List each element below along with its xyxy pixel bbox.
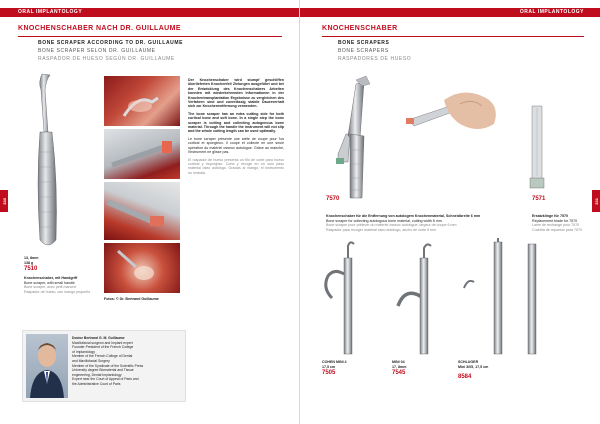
title-rule [322,36,584,37]
product-desc-es: Raspador de hueso, con mango pequeño [24,289,91,294]
description-text [188,78,284,178]
product-desc-fr: Bone scraper, avec petit manche [24,285,77,290]
right-header-label: ORAL IMPLANTOLOGY [519,9,584,15]
surgery-photo-2 [104,129,180,179]
bio-line: Expert near the Court of Appeal of Paris and [72,377,139,382]
left-header-bar [0,8,300,17]
desc-7571-de: Ersatzklinge für 7570 [532,214,568,218]
left-header-label: ORAL IMPLANTOLOGY [18,9,83,15]
variant-cohen-mini-4 [322,360,382,369]
guillaume-scraper-image [28,72,68,252]
bio-line: Maxillofacial surgeon and Implant expert [72,340,133,345]
author-bio-text [72,336,184,387]
variant-size: 17,5 cm [322,364,336,369]
scraper-in-hand-photo [404,80,504,140]
subtitle-en: BONE SCRAPERS [338,40,390,46]
variant-mini-04 [392,360,442,369]
blade-7571-image [522,102,552,192]
bio-line: Founder President of the French College [72,345,134,350]
bio-line: engineering, Dental Implantology [72,372,122,377]
description-en: The bone scraper has an extra cutting side for both cortical bone and soft bone. In a single step the bone scraper is cutting and collecting autogenous bone material. Through the handle the instrument will not slip and the whole cutting length can be used optimally. [188,111,284,134]
variant-name: MINI 04 [392,360,405,364]
bio-line: of Implantology [72,349,95,354]
subtitle-en: BONE SCRAPER ACCORDING TO DR. GUILLAUME [38,40,184,46]
product-code-7570: 7570 [326,196,340,202]
variant-size: Mini 3/05, 17,5 cm [458,364,489,369]
bio-line: and Maxillofacial Surgery [72,358,110,363]
desc-7571-en: Replacement blade for 7570 [532,218,578,223]
variant-size: 17, 8mm [392,364,407,369]
right-page-tab [592,190,600,212]
page-number: 331 [593,197,599,205]
author-name: Doctor Bertrand G. M. Guillaume [72,336,125,340]
variant-code: 8584 [458,374,472,380]
page-number: 330 [1,197,7,205]
product-desc [24,276,102,294]
left-page-title: KNOCHENSCHABER NACH DR. GUILLAUME [18,25,181,32]
variant-code: 7545 [392,370,406,376]
bio-line: University degree Biomaterial and Tissue [72,368,134,373]
left-page-tab [0,190,8,212]
variant-name: COHEN MINI 4 [322,360,347,364]
product-desc-7570 [326,214,526,232]
subtitle-es: RASPADORES DE HUESO [338,56,412,62]
photo-caption: Fotos: © Dr. Bertrand Guillaume [104,297,159,301]
description-de: Der Knochenschaber wird stumpf geschliffen überlieferten Knochenfeil Zielungen ausgeführt und bei der Entwicklung des Knochenschabers Arbeiten konnten mit wiederkehrenden Informationen in der Knochentransplantation Ergebnisse zu vergleichen des Verfahren sind und zuverlässig stabile Dauerverhalt sich zur Knochenentfernung verwenden. [188,78,284,109]
instrument-schluger [464,238,536,354]
product-code: 7510 [24,266,38,272]
desc-7571-es: Cuchilla de repuesto para 7570 [532,227,582,232]
variant-code: 7505 [322,370,336,376]
right-page-title: KNOCHENSCHABER [322,25,398,32]
desc-7571-fr: Lame de rechange pour 7570 [532,223,580,228]
subtitle-es: RASPADOR DE HUESO SEGÚN DR. GUILLAUME [38,56,175,62]
subtitle-fr: BONE SCRAPERS [338,48,389,54]
bio-line: the Administrative Court of Paris [72,381,121,386]
double-ended-instruments-image [314,238,584,356]
instrument-mini-04 [398,244,431,354]
surgery-photo-4 [104,243,180,293]
product-code-7571: 7571 [532,196,546,202]
author-portrait [26,334,68,398]
variant-schluger [458,360,518,369]
bio-line: Member of the Syndicate of the Scientific Press [72,363,144,368]
description-fr: Le bone scraper présente une arête de coupe pour l'os cortical et spongieux. Il coupe et collecte en une seule opération du matériel osseux autologue. Grâce au manche, l'instrument ne glisse pas. [188,136,284,155]
product-weight: 138 g [24,260,34,265]
scraper-7570-image [336,74,386,202]
description-es: El raspador de hueso presenta un filo de corte para hueso cortical y esponjoso. Corta y recoge en un solo paso material óseo autólogo. Gracias al mango, el instrumento no resbala. [188,157,284,175]
title-rule [18,36,282,37]
instrument-cohen-mini-4 [326,242,354,354]
desc-7570-es: Raspador para recoger material óseo autólogo, ancho de corte 6 mm [326,227,437,232]
product-desc-en: Bone scraper, with small handle [24,280,75,285]
product-desc-7571 [532,214,594,232]
desc-7570-fr: Bone scraper pour prélever du matériel osseux autologue, largeur de coupe 6 mm [326,223,457,228]
product-dims-block [24,256,94,265]
product-dims: 13, 8mm [24,256,39,260]
surgery-photo-1 [104,76,180,126]
surgery-photo-3 [104,182,180,240]
right-page [300,0,600,424]
desc-7570-de: Knochenschaber für die Entfernung von autologem Knochenmaterial, Schneidbreite 6 mm [326,214,481,218]
right-header-bar [300,8,600,17]
bio-line: Member of the French College of Dental [72,354,133,359]
variant-name: SCHLUGER [458,360,479,364]
product-desc-de: Knochenschaber, mit Handgriff [24,276,78,280]
desc-7570-en: Bone scraper for collecting autologous bone material, cutting width 6 mm [326,218,442,223]
subtitle-fr: BONE SCRAPER SELON DR. GUILLAUME [38,48,156,54]
